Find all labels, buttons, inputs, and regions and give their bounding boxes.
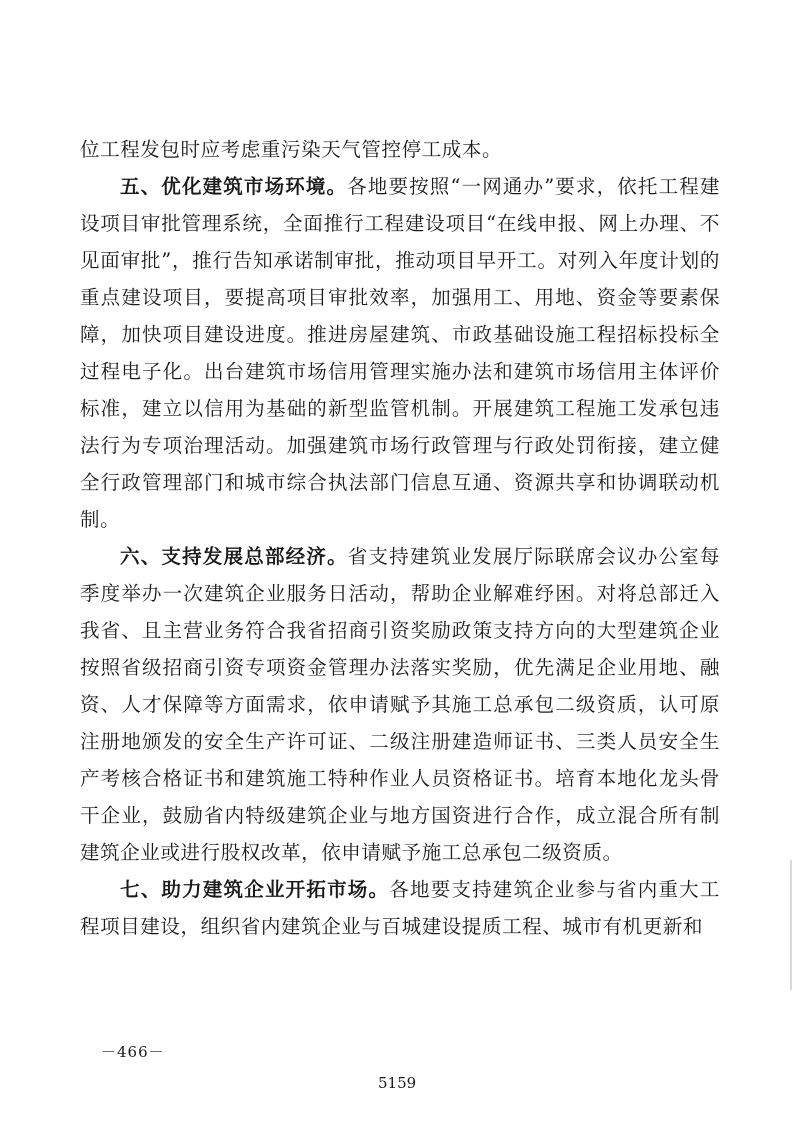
scan-edge-shadow (790, 860, 792, 990)
document-body (80, 131, 720, 945)
paragraph-section-6 (80, 538, 720, 871)
section-heading: 七、助力建筑企业开拓市场。 (120, 878, 390, 901)
paragraph-section-7 (80, 871, 720, 945)
paragraph-text: 各地要支持建筑企业参与省内重大工程项目建设，组织省内建筑企业与百城建设提质工程、城市有机更新和 (80, 878, 720, 938)
paragraph-continuation (80, 131, 720, 168)
section-heading: 五、优化建筑市场环境。 (120, 175, 348, 198)
document-number: 5159 (378, 1074, 417, 1092)
paragraph-text: 位工程发包时应考虑重污染天气管控停工成本。 (80, 138, 503, 161)
paragraph-section-5 (80, 168, 720, 538)
section-heading: 六、支持发展总部经济。 (120, 545, 348, 568)
paragraph-text: 省支持建筑业发展厅际联席会议办公室每季度举办一次建筑企业服务日活动，帮助企业解难纾困。对将总部迁入我省、且主营业务符合我省招商引资奖励政策支持方向的大型建筑企业按照省级招商引资专项资金管理办法落实奖励，优先满足企业用地、融资、人才保障等方面需求，依申请赋予其施工总承包二级资质，认可原注册地颁发的安全生产许可证、二级注册建造师证书、三类人员安全生产考核合格证书和建筑施工特种作业人员资格证书。培育本地化龙头骨干企业，鼓励省内特级建筑企业与地方国资进行合作，成立混合所有制建筑企业或进行股权改革，依申请赋予施工总承包二级资质。 (80, 545, 720, 864)
page-number: －466－ (101, 1043, 165, 1061)
paragraph-text: 各地要按照“一网通办”要求，依托工程建设项目审批管理系统，全面推行工程建设项目“在线申报、网上办理、不见面审批”，推行告知承诺制审批，推动项目早开工。对列入年度计划的重点建设项目，要提高项目审批效率，加强用工、用地、资金等要素保障，加快项目建设进度。推进房屋建筑、市政基础设施工程招标投标全过程电子化。出台建筑市场信用管理实施办法和建筑市场信用主体评价标准，建立以信用为基础的新型监管机制。开展建筑工程施工发承包违法行为专项治理活动。加强建筑市场行政管理与行政处罚衔接，建立健全行政管理部门和城市综合执法部门信息互通、资源共享和协调联动机制。 (80, 175, 720, 531)
